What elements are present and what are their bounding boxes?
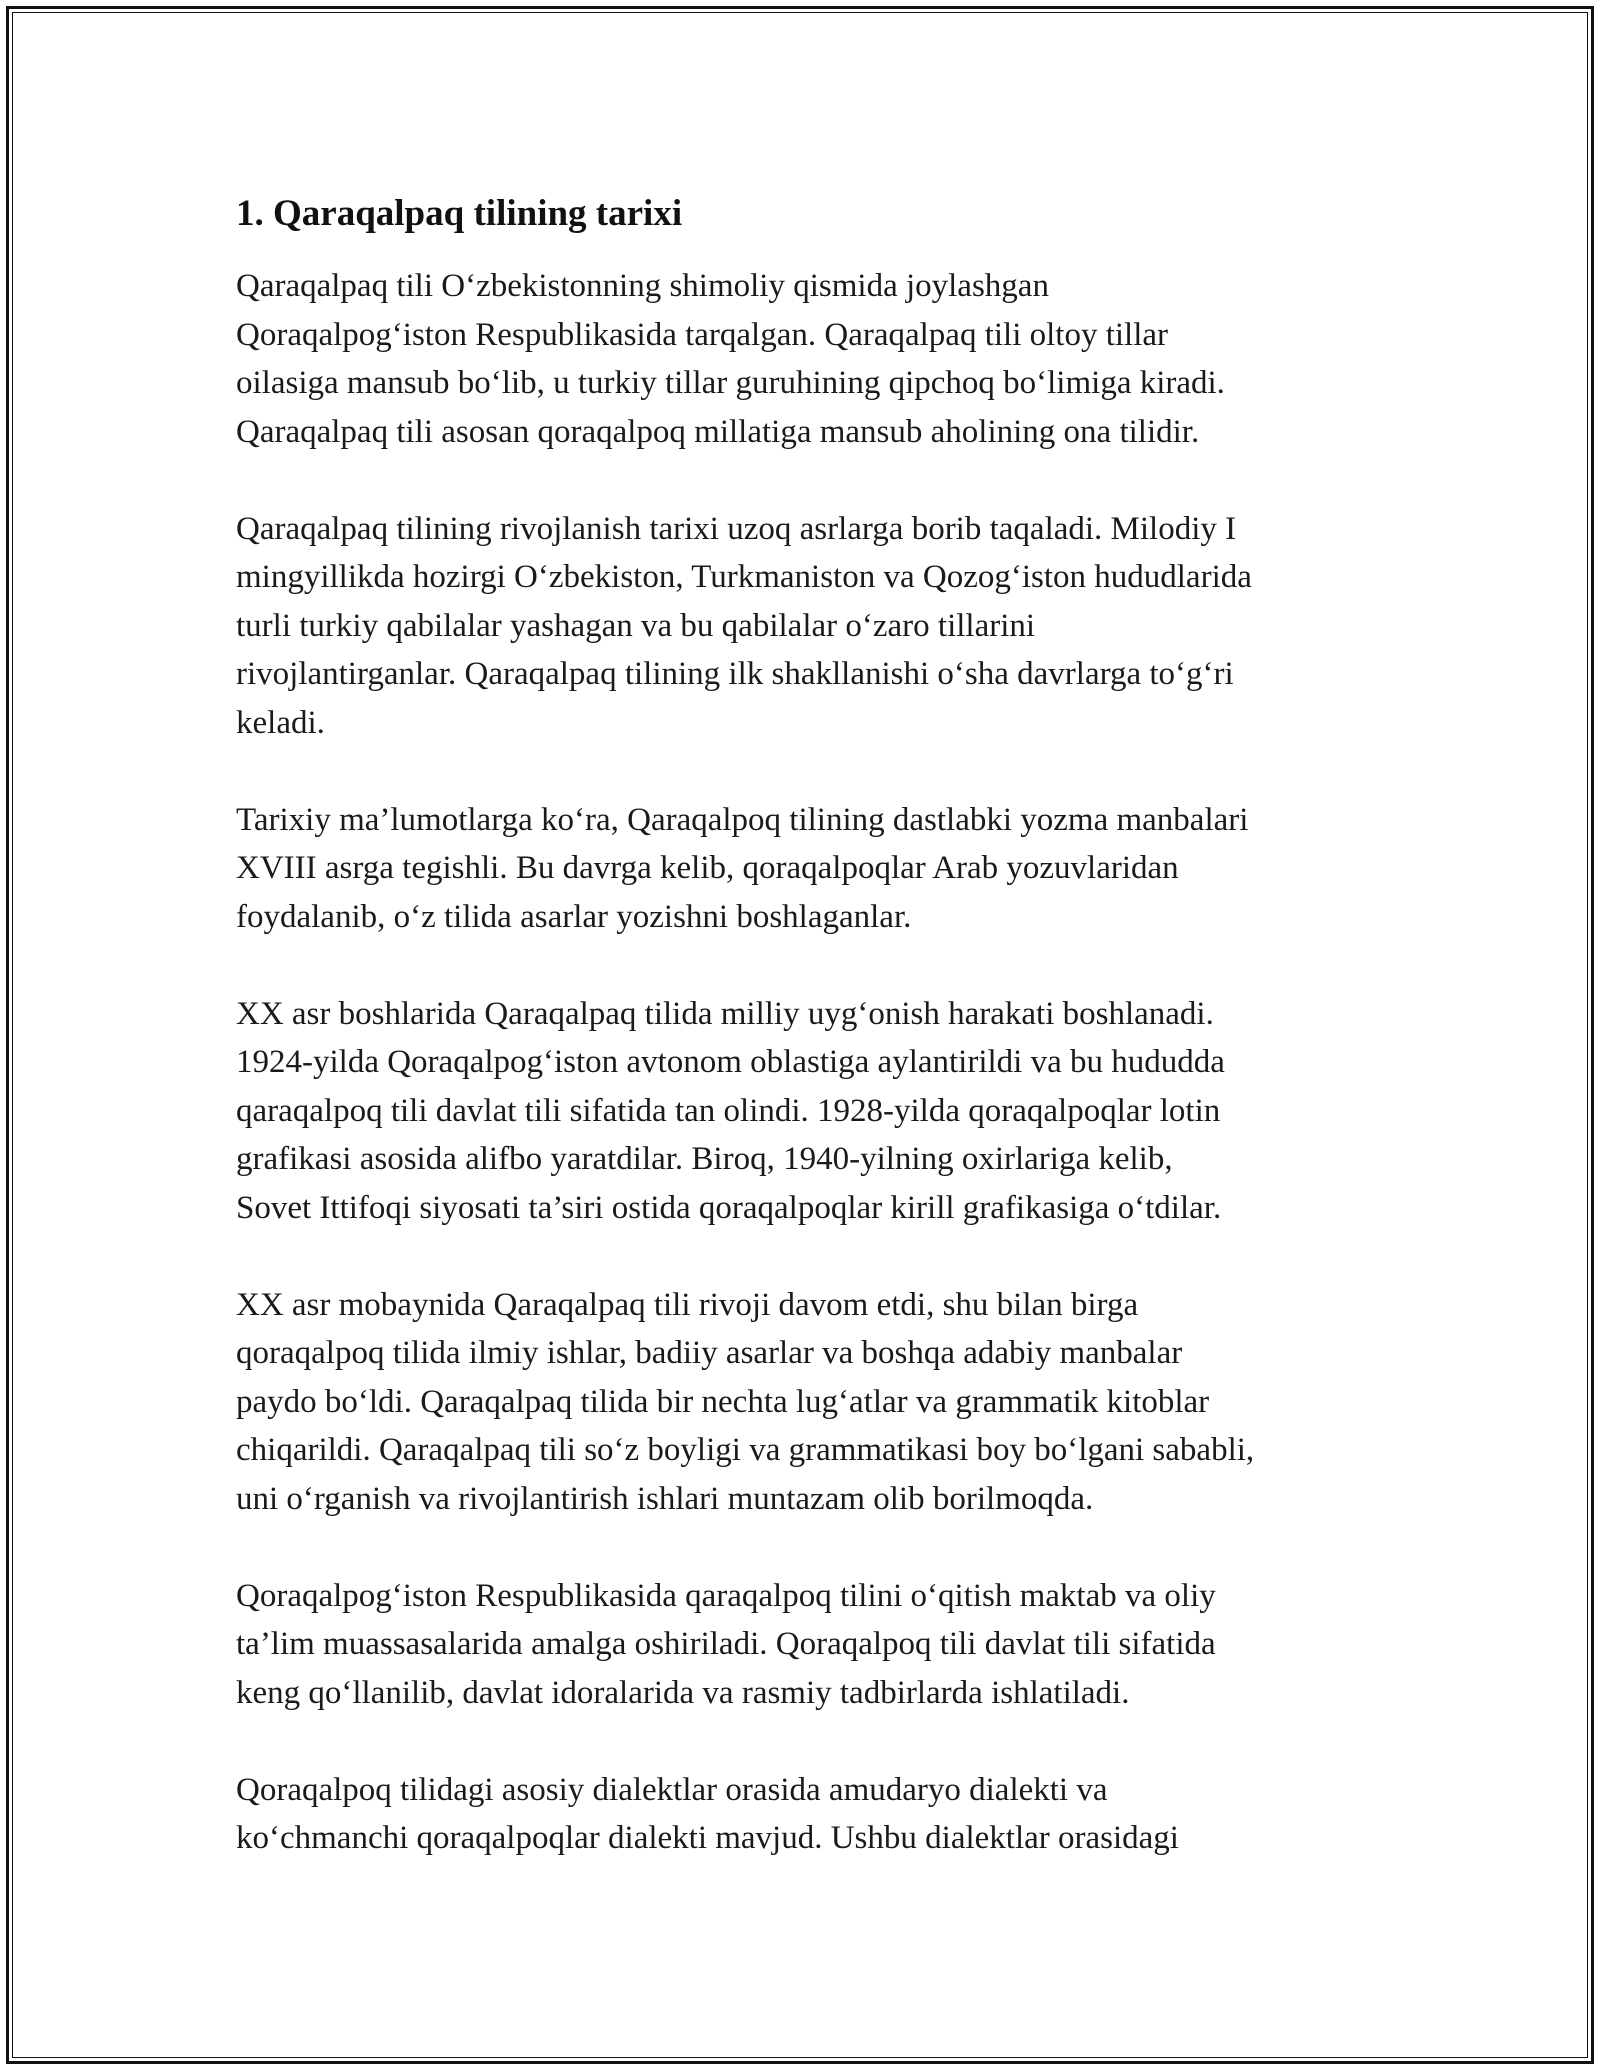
text-line: Qoraqalpog‘iston Respublikasida tarqalgan. Qaraqalpaq tili oltoy tillar <box>236 316 1169 353</box>
text-line: ko‘chmanchi qoraqalpoqlar dialekti mavjud. Ushbu dialektlar orasidagi <box>236 1820 1179 1856</box>
text-line: keng qo‘llanilib, davlat idoralarida va rasmiy tadbirlarda ishlatiladi. <box>236 1674 1130 1711</box>
text-line: Qoraqalpog‘iston Respublikasida qaraqalpoq tilini o‘qitish maktab va oliy <box>236 1577 1216 1614</box>
text-line: Qoraqalpoq tilidagi asosiy dialektlar orasida amudaryo dialekti va <box>236 1771 1108 1808</box>
text-line: oilasiga mansub bo‘lib, u turkiy tillar guruhining qipchoq bo‘limiga kiradi. <box>236 365 1225 401</box>
text-line: qaraqalpoq tili davlat tili sifatida tan olindi. 1928-yilda qoraqalpoqlar lotin <box>236 1092 1221 1129</box>
paragraph-5 <box>236 1281 1376 1524</box>
text-line: uni o‘rganish va rivojlantirish ishlari muntazam olib borilmoqda. <box>236 1480 1094 1517</box>
paragraph-7 <box>236 1766 1376 1863</box>
text-line: qoraqalpoq tilida ilmiy ishlar, badiiy asarlar va boshqa adabiy manbalar <box>236 1335 1183 1371</box>
text-line: turli turkiy qabilalar yashagan va bu qabilalar o‘zaro tillarini <box>236 607 1036 644</box>
text-line: ta’lim muassasalarida amalga oshiriladi. Qoraqalpoq tili davlat tili sifatida <box>236 1626 1216 1662</box>
text-line: XVIII asrga tegishli. Bu davrga kelib, qoraqalpoqlar Arab yozuvlaridan <box>236 850 1179 886</box>
text-line: mingyillikda hozirgi O‘zbekiston, Turkmaniston va Qozog‘iston hududlarida <box>236 559 1252 595</box>
text-line: 1924-yilda Qoraqalpog‘iston avtonom oblastiga aylantirildi va bu hududda <box>236 1044 1225 1080</box>
section-heading: 1. Qaraqalpaq tilining tarixi <box>236 193 683 234</box>
paragraph-4 <box>236 990 1376 1233</box>
document-body <box>236 186 1376 1911</box>
text-line: Qaraqalpaq tilining rivojlanish tarixi uzoq asrlarga borib taqaladi. Milodiy I <box>236 510 1237 547</box>
text-line: Qaraqalpaq tili asosan qoraqalpoq millatiga mansub aholining ona tilidir. <box>236 413 1200 450</box>
text-line: Sovet Ittifoqi siyosati ta’siri ostida qoraqalpoqlar kirill grafikasiga o‘tdilar. <box>236 1189 1222 1226</box>
paragraph-1 <box>236 262 1376 456</box>
paragraph-6 <box>236 1572 1376 1718</box>
text-line: XX asr boshlarida Qaraqalpaq tilida milliy uyg‘onish harakati boshlanadi. <box>236 995 1214 1032</box>
text-line: paydo bo‘ldi. Qaraqalpaq tilida bir nechta lug‘atlar va grammatik kitoblar <box>236 1383 1210 1420</box>
text-line: foydalanib, o‘z tilida asarlar yozishni boshlaganlar. <box>236 898 912 935</box>
text-line: grafikasi asosida alifbo yaratdilar. Biroq, 1940-yilning oxirlariga kelib, <box>236 1141 1173 1177</box>
paragraph-3 <box>236 796 1376 942</box>
text-line: XX asr mobaynida Qaraqalpaq tili rivoji davom etdi, shu bilan birga <box>236 1286 1139 1323</box>
paragraph-2 <box>236 505 1376 748</box>
text-line: chiqarildi. Qaraqalpaq tili so‘z boyligi va grammatikasi boy bo‘lgani sababli, <box>236 1432 1255 1468</box>
text-line: rivojlantirganlar. Qaraqalpaq tilining ilk shakllanishi o‘sha davrlarga to‘g‘ri <box>236 656 1234 692</box>
text-line: Tarixiy ma’lumotlarga ko‘ra, Qaraqalpoq tilining dastlabki yozma manbalari <box>236 801 1249 838</box>
text-line: keladi. <box>236 704 325 741</box>
text-line: Qaraqalpaq tili O‘zbekistonning shimoliy qismida joylashgan <box>236 268 1049 304</box>
